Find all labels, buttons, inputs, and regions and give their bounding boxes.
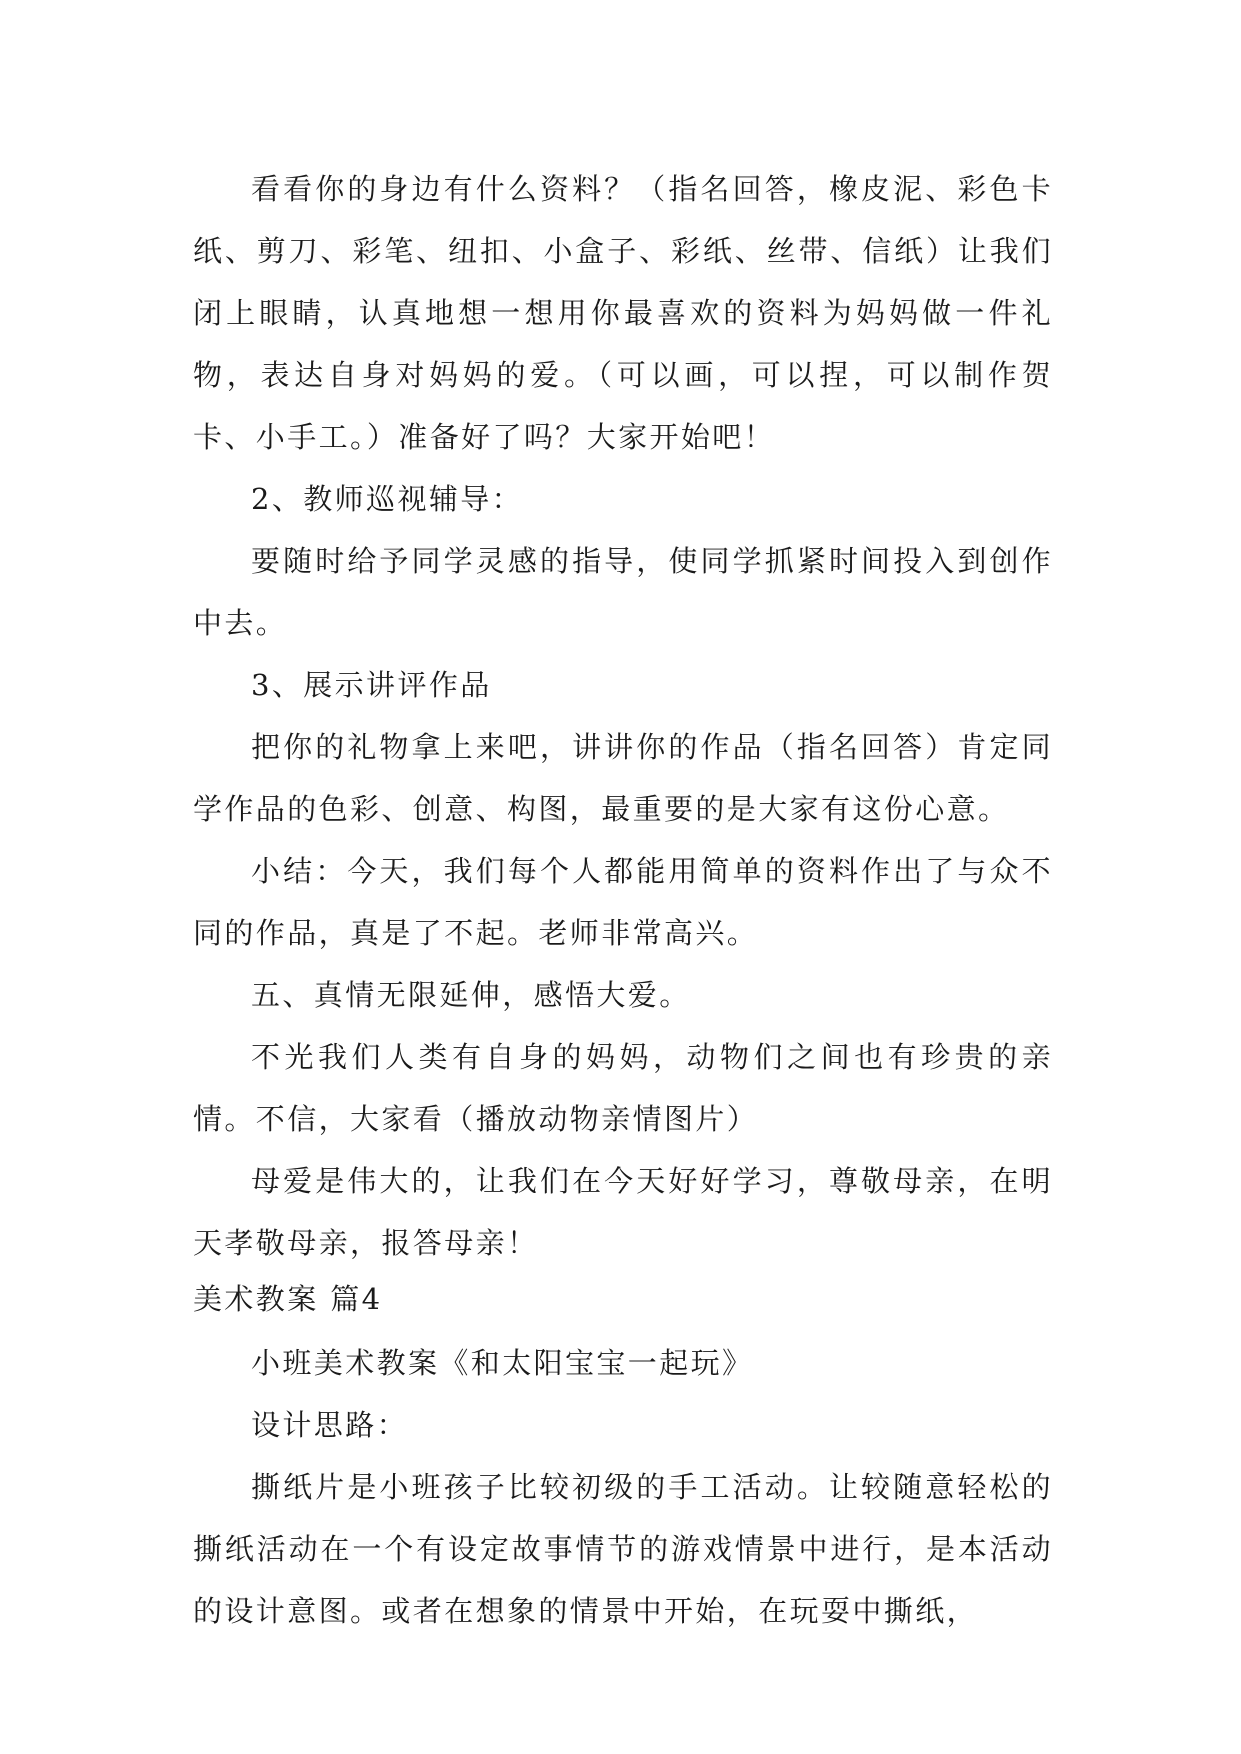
paragraph-step-2: 2、教师巡视辅导： bbox=[251, 482, 524, 516]
paragraph-mother-love: 母爱是伟大的，让我们在今天好好学习，尊敬母亲，在明天孝敬母亲，报答母亲！ bbox=[193, 1164, 1053, 1260]
paragraph-animal-love: 不光我们人类有自身的妈妈，动物们之间也有珍贵的亲情。不信，大家看（播放动物亲情图片） bbox=[193, 1040, 1053, 1136]
paragraph-design-idea: 撕纸片是小班孩子比较初级的手工活动。让较随意轻松的撕纸活动在一个有设定故事情节的游戏情景中进行，是本活动的设计意图。或者在想象的情景中开始，在玩耍中撕纸， bbox=[193, 1470, 1053, 1628]
paragraph-design-idea-label: 设计思路： bbox=[251, 1408, 409, 1442]
section-heading-lesson-4: 美术教案 篇4 bbox=[193, 1282, 383, 1316]
paragraph-guidance: 要随时给予同学灵感的指导，使同学抓紧时间投入到创作中去。 bbox=[193, 544, 1053, 640]
paragraph-step-3: 3、展示讲评作品 bbox=[251, 668, 492, 702]
paragraph-show-works: 把你的礼物拿上来吧，讲讲你的作品（指名回答）肯定同学作品的色彩、创意、构图，最重要的是大家有这份心意。 bbox=[193, 730, 1053, 826]
paragraph-materials: 看看你的身边有什么资料？（指名回答，橡皮泥、彩色卡纸、剪刀、彩笔、纽扣、小盒子、彩纸、丝带、信纸）让我们闭上眼睛，认真地想一想用你最喜欢的资料为妈妈做一件礼物，表达自身对妈妈的爱。（可以画，可以捏，可以制作贺卡、小手工。）准备好了吗？大家开始吧！ bbox=[193, 172, 1053, 454]
paragraph-section-five: 五、真情无限延伸，感悟大爱。 bbox=[251, 978, 691, 1012]
lesson-title: 小班美术教案《和太阳宝宝一起玩》 bbox=[251, 1346, 754, 1380]
document-body bbox=[193, 158, 1053, 1642]
paragraph-summary: 小结：今天，我们每个人都能用简单的资料作出了与众不同的作品，真是了不起。老师非常高兴。 bbox=[193, 854, 1053, 950]
